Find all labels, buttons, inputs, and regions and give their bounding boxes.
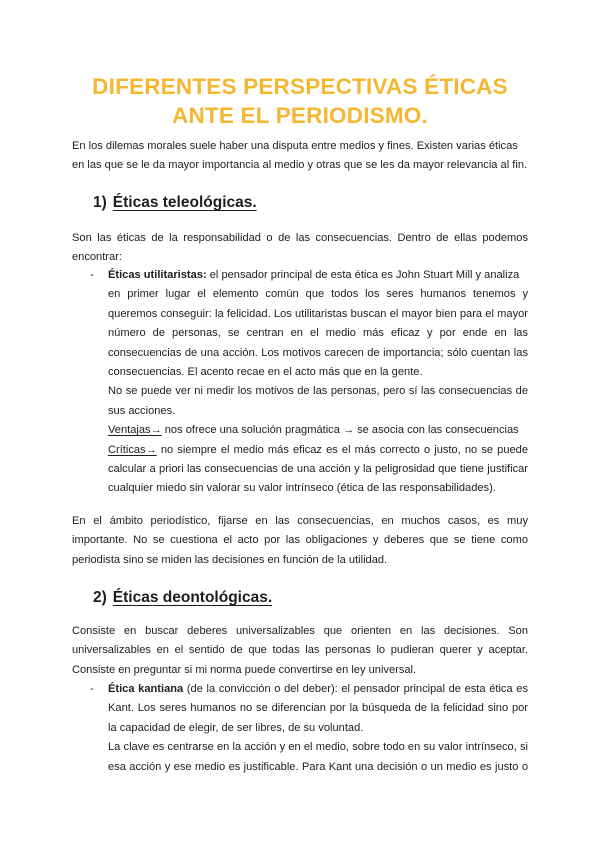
- utilitarian-line: consecuencias. El acento recae en el acto más que en la gente.: [108, 365, 423, 378]
- section-2-intro-line: Consiste en buscar deberes universalizables que orienten en las decisiones. Son: [72, 625, 528, 637]
- section-2-intro-line: universalizables en el sentido de que todas las personas lo pudieran querer y aceptar.: [72, 644, 528, 657]
- utilitarian-first-line-text: el pensador principal de esta ética es John Stuart Mill y analiza: [206, 269, 520, 281]
- title-line-2: ANTE EL PERIODISMO.: [172, 103, 428, 128]
- bullet-marker: -: [90, 683, 94, 695]
- ventajas-line: [108, 421, 528, 440]
- section-2-intro-line: Consiste en preguntar si mi norma puede convertirse en ley universal.: [72, 663, 417, 676]
- intro-line: En los dilemas morales suele haber una disputa entre medios y fines. Existen varias éticas: [72, 140, 518, 152]
- criticas-line: [108, 441, 528, 460]
- intro-paragraph: [72, 137, 528, 176]
- section-2-intro: [72, 622, 528, 680]
- section-1-intro-line: encontrar:: [72, 251, 122, 264]
- section-1-intro: [72, 229, 528, 268]
- utilitarian-line: No se puede ver ni medir los motivos de las personas, pero sí las consecuencias de: [108, 385, 528, 398]
- journalism-line: importante. No se cuestiona el acto por las obligaciones y deberes que se tiene como: [72, 534, 528, 547]
- kantian-line: esa acción y ese medio es justificable. Para Kant una decisión o un medio es justo o: [108, 760, 528, 773]
- utilitarian-first-line: [108, 266, 528, 285]
- journalism-line: periodista sino se miden las decisiones en función de la utilidad.: [72, 553, 388, 566]
- criticas-line: cualquier miedo sin valorar su valor intrínseco (ética de las responsabilidades).: [108, 482, 496, 495]
- section-2-title: Éticas deontológicas.: [112, 589, 273, 606]
- section-1-title: Éticas teleológicas.: [112, 194, 257, 211]
- utilitarian-line: sus acciones.: [108, 404, 176, 417]
- ventajas-text: nos ofrece una solución pragmática → se asocia con las consecuencias: [161, 424, 519, 437]
- bullet-marker: -: [90, 269, 94, 281]
- utilitarian-term: Éticas utilitaristas:: [108, 269, 207, 281]
- kantian-term: Ética kantiana: [108, 683, 184, 695]
- journalism-paragraph: [72, 512, 528, 570]
- section-2-heading: [93, 588, 272, 608]
- section-2-number: 2): [93, 589, 107, 606]
- utilitarian-line: número de personas, se centran en el medio más eficaz y por ende en las: [108, 327, 528, 340]
- section-1-number: 1): [93, 194, 107, 211]
- kantian-item: [108, 680, 528, 777]
- kantian-line: Kant. Los seres humanos no se diferencian por la búsqueda de la felicidad sino por: [108, 702, 528, 715]
- intro-line: en las que se le da mayor importancia al medio y otras que se les da mayor relevancia al fin.: [72, 159, 528, 172]
- criticas-label: Críticas→: [108, 443, 157, 456]
- document-title: [40, 72, 560, 130]
- title-line-1: DIFERENTES PERSPECTIVAS ÉTICAS: [92, 74, 508, 99]
- kantian-first-line: [108, 680, 528, 699]
- criticas-line: calcular a priori las consecuencias de una acción y la peligrosidad que tiene justificar: [108, 462, 528, 475]
- kantian-line: La clave es centrarse en la acción y en el medio, sobre todo en su valor intrínseco, si: [108, 741, 528, 754]
- kantian-first-line-text: (de la convicción o del deber): el pensador principal de esta ética es: [183, 683, 528, 695]
- utilitarian-line: en primer lugar el elemento común que todos los seres humanos tenemos y: [108, 288, 528, 301]
- utilitarian-line: queremos conseguir: la felicidad. Los utilitaristas buscan el mayor bien para el mayor: [108, 307, 528, 320]
- kantian-line: la capacidad de elegir, de ser libres, de su voluntad.: [108, 721, 364, 734]
- section-1-intro-line: Son las éticas de la responsabilidad o de las consecuencias. Dentro de ellas podemos: [72, 232, 528, 244]
- utilitarian-line: consecuencias de una acción. Los motivos carecen de importancia; sólo cuentan las: [108, 346, 528, 359]
- journalism-line: En el ámbito periodístico, fijarse en las consecuencias, en muchos casos, es muy: [72, 515, 528, 527]
- utilitarian-item: [108, 266, 528, 499]
- section-1-heading: [93, 193, 257, 213]
- ventajas-label: Ventajas→: [108, 424, 162, 437]
- criticas-text: no siempre el medio más eficaz es el más correcto o justo, no se puede: [156, 443, 528, 456]
